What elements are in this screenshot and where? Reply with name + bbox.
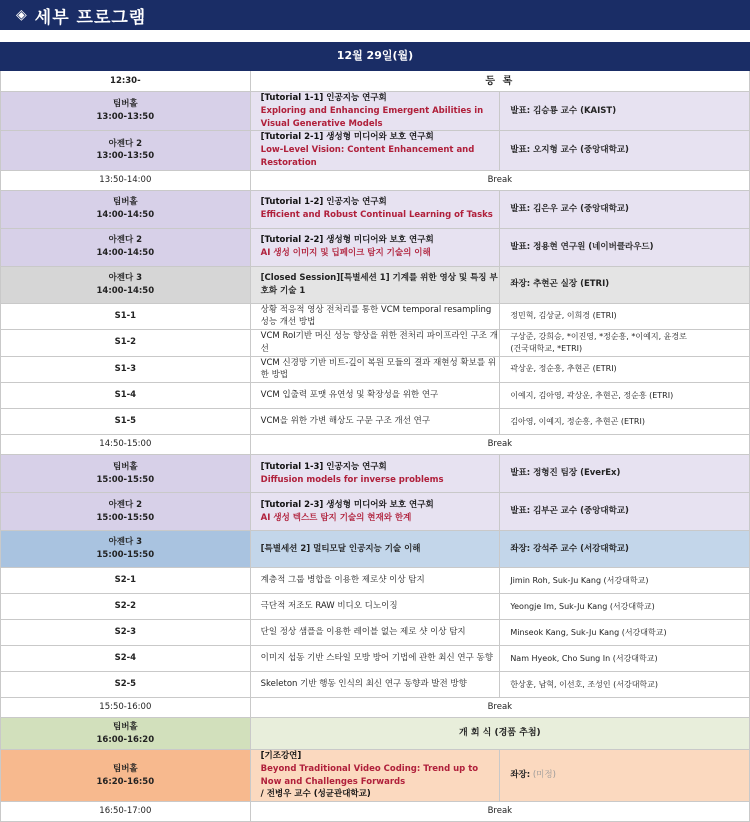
paper-title: 극단적 저조도 RAW 비디오 디노이징 xyxy=(250,594,500,620)
tutorial-title-cell: [Tutorial 2-2] 생성형 미디어와 보호 연구회 AI 생성 이미지 및 딥페이크 탐지 기술의 이해 xyxy=(250,228,500,266)
paper-row xyxy=(1,568,750,594)
tutorial-row xyxy=(1,190,750,228)
paper-authors: 김아영, 이예지, 정순흥, 추현곤 (ETRI) xyxy=(500,409,750,435)
keynote-chair-cell: 좌장: (미정) xyxy=(500,750,750,802)
paper-id: S1-1 xyxy=(1,303,251,330)
session-title: [Closed Session][특별세션 1] 기계를 위한 영상 및 특징 부호화 기술 1 xyxy=(250,266,500,303)
room-time-cell: 아젠다 3 14:00-14:50 xyxy=(1,266,251,303)
paper-authors: 구상준, 강희승, *이진영, *정순흥, *이예지, 윤경로 (건국대학교, *ETRI) xyxy=(500,330,750,357)
tutorial-row xyxy=(1,228,750,266)
chair-cell: 좌장: 추현곤 실장 (ETRI) xyxy=(500,266,750,303)
paper-id: S1-2 xyxy=(1,330,251,357)
paper-id: S2-3 xyxy=(1,620,251,646)
paper-row xyxy=(1,356,750,383)
room-time-cell: 팀버홀 13:00-13:50 xyxy=(1,92,251,131)
speaker-cell: 발표: 김은우 교수 (중앙대학교) xyxy=(500,190,750,228)
paper-id: S2-1 xyxy=(1,568,251,594)
break-label: Break xyxy=(250,435,749,455)
paper-row xyxy=(1,303,750,330)
paper-title: VCM을 위한 가변 해상도 구문 구조 개선 연구 xyxy=(250,409,500,435)
speaker-cell: 발표: 김부곤 교수 (중앙대학교) xyxy=(500,493,750,531)
date-label: 12월 29일(월) xyxy=(1,43,750,71)
chair-cell: 좌장: 강석주 교수 (서강대학교) xyxy=(500,531,750,568)
room-time-cell: 아젠다 2 14:00-14:50 xyxy=(1,228,251,266)
date-row xyxy=(1,43,750,71)
section-title: 세부 프로그램 xyxy=(34,7,147,28)
paper-id: S2-5 xyxy=(1,672,251,698)
time-cell: 15:50-16:00 xyxy=(1,698,251,718)
paper-authors: 이예지, 김아영, 곽상운, 추현곤, 정순흥 (ETRI) xyxy=(500,383,750,409)
paper-authors: Minseok Kang, Suk-Ju Kang (서강대학교) xyxy=(500,620,750,646)
keynote-row xyxy=(1,750,750,802)
room-time-cell: 팀버홀 16:00-16:20 xyxy=(1,718,251,750)
break-label: Break xyxy=(250,698,749,718)
paper-authors: 정민혁, 김상균, 이희경 (ETRI) xyxy=(500,303,750,330)
section-header xyxy=(0,0,750,30)
paper-authors: 한상훈, 남혁, 이선호, 조성인 (서강대학교) xyxy=(500,672,750,698)
break-row xyxy=(1,435,750,455)
room-time-cell: 아젠다 3 15:00-15:50 xyxy=(1,531,251,568)
break-label: Break xyxy=(250,170,749,190)
tutorial-row xyxy=(1,131,750,170)
room-time-cell: 팀버홀 14:00-14:50 xyxy=(1,190,251,228)
paper-title: 이미지 섭동 기반 스타일 모방 방어 기법에 관한 최신 연구 동향 xyxy=(250,646,500,672)
room-time-cell: 팀버홀 16:20-16:50 xyxy=(1,750,251,802)
paper-title: 상황 적응적 영상 전처리를 통한 VCM temporal resampling 성능 개선 방법 xyxy=(250,303,500,330)
paper-row xyxy=(1,330,750,357)
keynote-title-cell: [기조강연] Beyond Traditional Video Coding: Trend up to Now and Challenges Forwards / 전병우 교수 (성균관대학교) xyxy=(250,750,500,802)
opening-ceremony-row xyxy=(1,718,750,750)
paper-title: VCM 신경망 기반 비트-깊이 복원 모듈의 결과 재현성 확보를 위한 방법 xyxy=(250,356,500,383)
paper-title: Skeleton 기반 행동 인식의 최신 연구 동향과 발전 방향 xyxy=(250,672,500,698)
paper-row xyxy=(1,409,750,435)
speaker-cell: 발표: 정용현 연구원 (네이버클라우드) xyxy=(500,228,750,266)
diamond-icon: ◈ xyxy=(16,7,27,23)
paper-row xyxy=(1,672,750,698)
program-table xyxy=(0,42,750,822)
tutorial-title-cell: [Tutorial 1-2] 인공지능 연구회 Efficient and Robust Continual Learning of Tasks xyxy=(250,190,500,228)
tutorial-title-cell: [Tutorial 2-1] 생성형 미디어와 보호 연구회 Low-Level Vision: Content Enhancement and Restoration xyxy=(250,131,500,170)
registration-label: 등 록 xyxy=(250,71,749,92)
special-session-row xyxy=(1,531,750,568)
tutorial-title-cell: [Tutorial 2-3] 생성형 미디어와 보호 연구회 AI 생성 텍스트 탐지 기술의 현재와 한계 xyxy=(250,493,500,531)
time-cell: 14:50-15:00 xyxy=(1,435,251,455)
paper-id: S2-4 xyxy=(1,646,251,672)
time-cell: 13:50-14:00 xyxy=(1,170,251,190)
tutorial-row xyxy=(1,493,750,531)
paper-id: S1-3 xyxy=(1,356,251,383)
room-time-cell: 아젠다 2 13:00-13:50 xyxy=(1,131,251,170)
time-cell: 12:30- xyxy=(1,71,251,92)
paper-authors: 곽상운, 정순흥, 추현곤 (ETRI) xyxy=(500,356,750,383)
opening-label: 개 회 식 (경품 추첨) xyxy=(250,718,749,750)
tutorial-title-cell: [Tutorial 1-3] 인공지능 연구회 Diffusion models for inverse problems xyxy=(250,455,500,493)
room-time-cell: 팀버홀 15:00-15:50 xyxy=(1,455,251,493)
session-title: [특별세션 2] 멀티모달 인공지능 기술 이해 xyxy=(250,531,500,568)
paper-row xyxy=(1,594,750,620)
paper-title: VCM 입출력 포맷 유연성 및 확장성을 위한 연구 xyxy=(250,383,500,409)
break-label: Break xyxy=(250,802,749,822)
speaker-cell: 발표: 정형진 팀장 (EverEx) xyxy=(500,455,750,493)
tutorial-title-cell: [Tutorial 1-1] 인공지능 연구회 Exploring and Enhancing Emergent Abilities in Visual Generative Models xyxy=(250,92,500,131)
paper-id: S2-2 xyxy=(1,594,251,620)
tutorial-row xyxy=(1,455,750,493)
speaker-cell: 발표: 오지형 교수 (중앙대학교) xyxy=(500,131,750,170)
paper-authors: Jimin Roh, Suk-Ju Kang (서강대학교) xyxy=(500,568,750,594)
paper-title: VCM RoI기반 머신 성능 향상을 위한 전처리 파이프라인 구조 개선 xyxy=(250,330,500,357)
paper-authors: Yeongje Im, Suk-Ju Kang (서강대학교) xyxy=(500,594,750,620)
room-time-cell: 아젠다 2 15:00-15:50 xyxy=(1,493,251,531)
paper-id: S1-4 xyxy=(1,383,251,409)
paper-row xyxy=(1,646,750,672)
paper-id: S1-5 xyxy=(1,409,251,435)
paper-row xyxy=(1,383,750,409)
paper-title: 계층적 그룹 병합을 이용한 제로샷 이상 탐지 xyxy=(250,568,500,594)
speaker-cell: 발표: 김승룡 교수 (KAIST) xyxy=(500,92,750,131)
paper-title: 단일 정상 샘플을 이용한 레이블 없는 제로 샷 이상 탐지 xyxy=(250,620,500,646)
tutorial-row xyxy=(1,92,750,131)
break-row xyxy=(1,170,750,190)
registration-row xyxy=(1,71,750,92)
break-row xyxy=(1,698,750,718)
time-cell: 16:50-17:00 xyxy=(1,802,251,822)
paper-authors: Nam Hyeok, Cho Sung In (서강대학교) xyxy=(500,646,750,672)
paper-row xyxy=(1,620,750,646)
special-session-row xyxy=(1,266,750,303)
